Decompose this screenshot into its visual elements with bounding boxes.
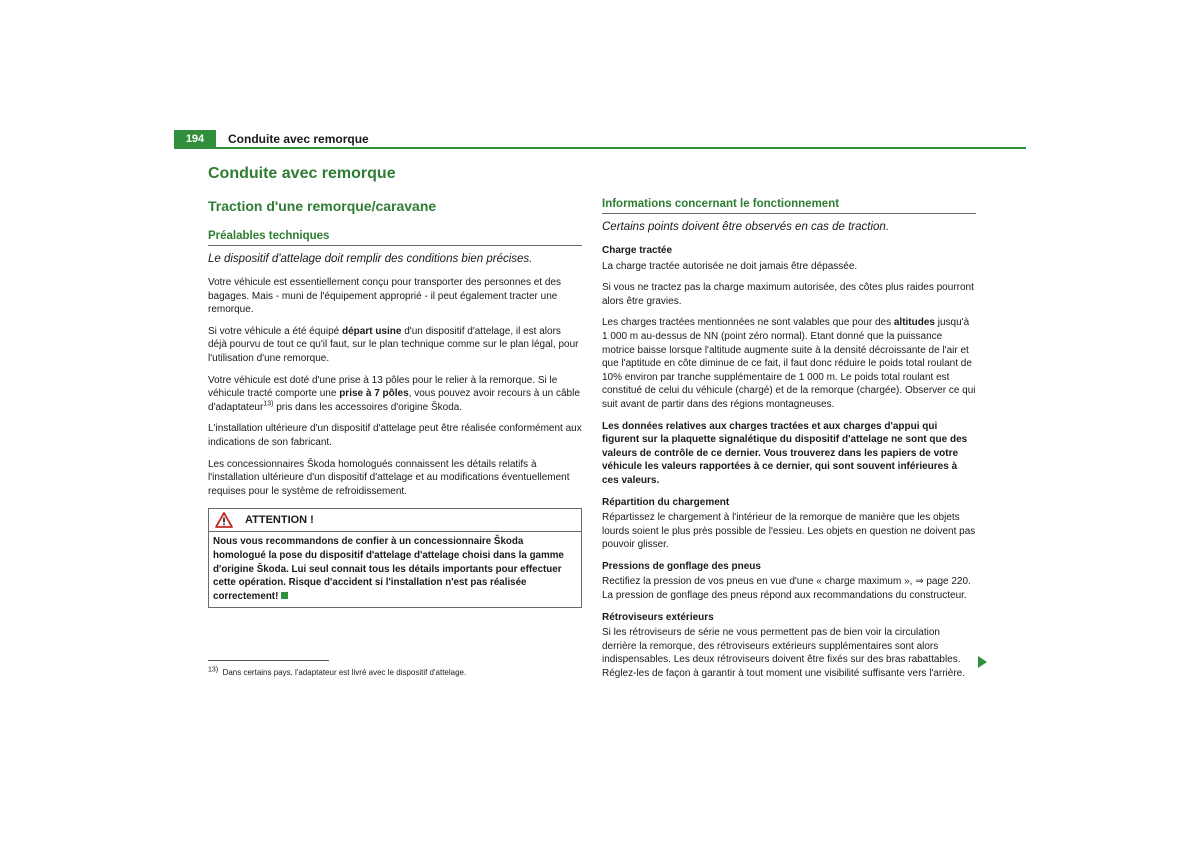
footnote-rule	[208, 660, 329, 661]
paragraph: Les données relatives aux charges tractées et aux charges d'appui qui figurent sur la plaquette signalétique du dispositif d'attelage ne sont que des valeurs de contrôle de ce dernier. Vous trouverez dans les papiers de votre véhicule les valeurs rapportées à ce dernier, qui sont souvent inférieures à ces valeurs.	[602, 420, 968, 486]
end-marker-icon	[281, 592, 288, 599]
warning-header	[209, 509, 581, 532]
right-column	[602, 197, 976, 689]
paragraph: Si votre véhicule a été équipé départ usine d'un dispositif d'attelage, il est alors déjà pourvu de tout ce qu'il faut, sur le plan technique comme sur le plan légal, pour l'utilisation d'une remorque.	[208, 325, 579, 364]
warning-box	[208, 508, 582, 608]
header-rule	[174, 147, 1026, 149]
paragraph: Votre véhicule est doté d'une prise à 13 pôles pour le relier à la remorque. Si le véhicule tracté comporte une prise à 7 pôles, vous pouvez avoir recours à un câble d'adaptateur$^{13)}$ pris dans les accessoires d'origine Škoda.	[208, 374, 580, 413]
paragraph: Les charges tractées mentionnées ne sont valables que pour des altitudes jusqu'à 1 000 m au-dessus de NN (point zéro normal). Etant donné que la puissance motrice baisse lorsque l'altitude augmente suite à la densité décroissante de l'air et que l'aptitude en côte diminue de ce fait, il faut donc réduire le poids total roulant de 10% environ par tranche supplémentaire de 1 000 m. Le poids total roulant est constitué de celui du véhicule (chargé) et de la remorque (chargée). Observer ce qui suit avant de partir dans des régions montagneuses.	[602, 317, 976, 410]
paragraph: Votre véhicule est essentiellement conçu pour transporter des personnes et des bagages. Mais - muni de l'équipement approprié - il peut également tracter une remorque.	[208, 277, 561, 316]
running-header: Conduite avec remorque	[228, 132, 369, 146]
intro-text: Le dispositif d'attelage doit remplir des conditions bien précises.	[208, 253, 533, 265]
subsection-title: Préalables techniques	[208, 229, 582, 246]
subsection-title: Informations concernant le fonctionnement	[602, 197, 976, 214]
paragraph: L'installation ultérieure d'un dispositif d'attelage peut être réalisée conformément aux indications de son fabricant.	[208, 423, 582, 448]
paragraph: Si vous ne tractez pas la charge maximum autorisée, des côtes plus raides pourront alors être gravies.	[602, 282, 974, 307]
footnote-ref[interactable]: 13)	[263, 400, 274, 408]
page-number: 194	[174, 130, 216, 148]
paragraph: Les concessionnaires Škoda homologués connaissent les détails relatifs à l'installation ultérieure d'un dispositif d'attelage et au modifications éventuellement requises pour le système de refroidissement.	[208, 458, 570, 497]
left-column	[208, 164, 582, 608]
footnote: $^{13)}$ Dans certains pays, l'adaptateur est livré avec le dispositif d'attelage.	[208, 666, 467, 677]
paragraph: La charge tractée autorisée ne doit jamais être dépassée.	[602, 260, 858, 272]
subheading: Répartition du chargement	[602, 496, 730, 508]
paragraph: Si les rétroviseurs de série ne vous permettent pas de bien voir la circulation derrière la remorque, des rétroviseurs extérieurs supplémentaires sont alors indispensables. Les deux rétroviseurs doivent être fixés sur des bras rabattables. Réglez-les de façon à garantir à tout moment une visibilité suffisante vers l'arrière.	[602, 627, 966, 680]
continue-arrow-icon[interactable]	[978, 656, 987, 668]
section-title: Traction d'une remorque/caravane	[208, 198, 437, 214]
subheading: Charge tractée	[602, 245, 673, 256]
paragraph: Rectifiez la pression de vos pneus en vue d'une « charge maximum », ⇒ page 220. La pression de gonflage des pneus répond aux recommandations du constructeur.	[602, 576, 971, 602]
subheading: Pressions de gonflage des pneus	[602, 560, 761, 572]
warning-title: ATTENTION !	[245, 513, 314, 526]
warning-triangle-icon	[215, 512, 233, 528]
paragraph: Répartissez le chargement à l'intérieur de la remorque de manière que les objets lourds soient le plus près possible de l'essieu. Les objets en question ne doivent pas pouvoir glisser.	[602, 512, 976, 551]
intro-text: Certains points doivent être observés en cas de traction.	[602, 221, 890, 233]
subheading: Rétroviseurs extérieurs	[602, 611, 714, 623]
chapter-title: Conduite avec remorque	[208, 165, 396, 182]
warning-text: Nous vous recommandons de confier à un concessionnaire Škoda homologué la pose du dispositif d'attelage d'attelage choisi dans la gamme d'origine Škoda. Lui seul connait tous les détails importants pour effectuer cette opération. Risque d'accident si l'installation n'est pas réalisée correctement!	[213, 536, 564, 602]
